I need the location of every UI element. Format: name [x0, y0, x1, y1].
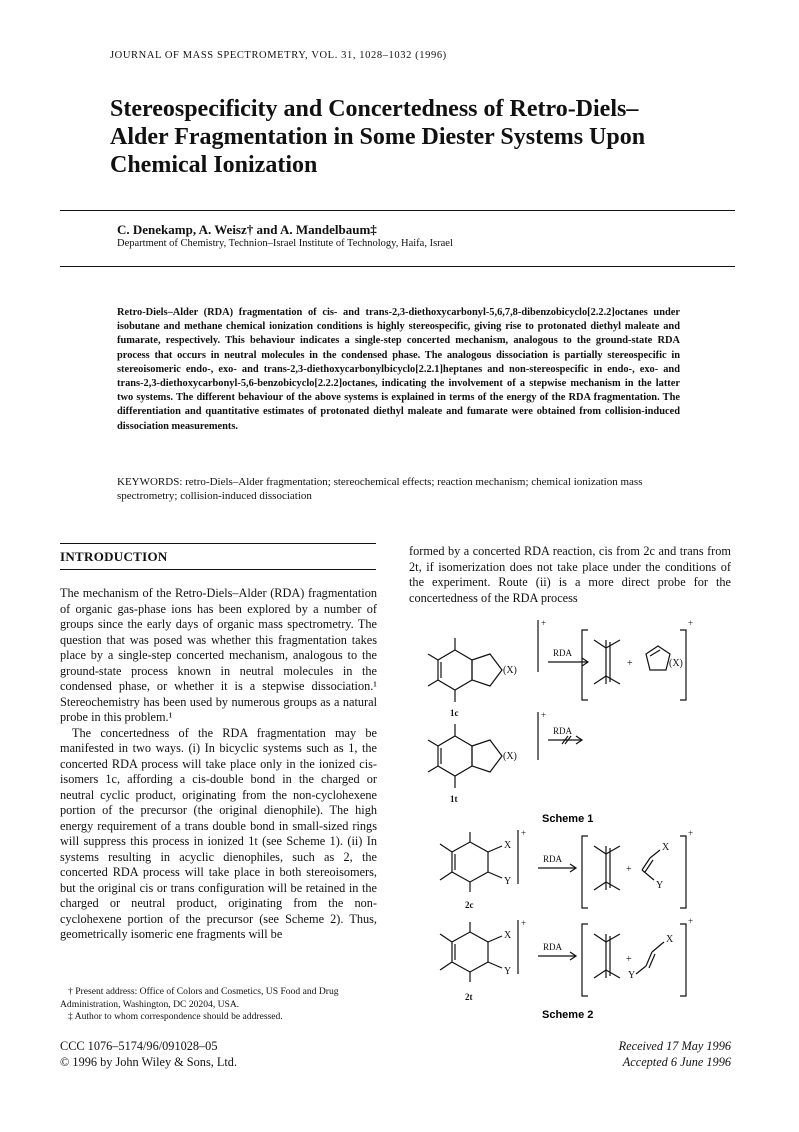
- ccc-code: CCC 1076–5174/96/091028–05: [60, 1039, 218, 1053]
- footnote-correspondence: ‡ Author to whom correspondence should be addressed.: [68, 1011, 283, 1022]
- affiliation: Department of Chemistry, Technion–Israel Institute of Technology, Haifa, Israel: [117, 238, 453, 249]
- charge-sign: +: [521, 828, 527, 838]
- x-substituent: X: [662, 842, 670, 853]
- publication-info: [60, 1038, 237, 1070]
- x-group-label: (X): [503, 665, 517, 676]
- x-group-label: (X): [669, 658, 683, 669]
- rda-label: RDA: [543, 942, 563, 952]
- x-substituent: X: [504, 930, 512, 941]
- charge-sign: +: [541, 618, 547, 628]
- cyclohexene-ring-2t: [452, 932, 488, 972]
- copyright-line: © 1996 by John Wiley & Sons, Ltd.: [60, 1055, 238, 1069]
- charge-sign: +: [688, 828, 694, 838]
- cyclohexene-ring-1t: [438, 736, 472, 776]
- cyclohexene-ring-2c: [452, 842, 488, 882]
- section-heading-introduction: INTRODUCTION: [60, 549, 168, 564]
- scheme-2-figure: [410, 828, 730, 1028]
- rda-label: RDA: [543, 854, 563, 864]
- scheme-1-label: Scheme 1: [542, 813, 594, 825]
- compound-label-1t: 1t: [450, 794, 458, 804]
- compound-label-1c: 1c: [450, 708, 459, 718]
- plus-sign: +: [626, 864, 632, 875]
- rda-label: RDA: [553, 726, 573, 736]
- x-group-label: (X): [503, 751, 517, 762]
- plus-sign: +: [627, 658, 633, 669]
- received-date: Received 17 May 1996: [618, 1039, 731, 1053]
- charge-sign: +: [688, 618, 694, 628]
- compound-label-2c: 2c: [465, 900, 474, 910]
- x-substituent: X: [504, 840, 512, 851]
- y-substituent: Y: [628, 970, 636, 981]
- footnotes: [60, 986, 380, 1024]
- intro-paragraph-1: The mechanism of the Retro-Diels–Alder (RDA) fragmentation of organic gas-phase ions has been explored by a number of groups since the early days of organic mass spectrometry. The question that was posed was whether this fragmentation takes place by a single-step concerted mechanism, analogous to the ground-state process known in neutral molecules in the condensed phase, or whether it is a stepwise dissociation.¹ Stereochemistry has been used by numerous groups as a natural probe in this problem.¹: [60, 586, 377, 724]
- left-column-text: [60, 586, 377, 943]
- rda-label: RDA: [553, 648, 573, 658]
- cyclopentene-product: [646, 646, 670, 670]
- author-list: C. Denekamp, A. Weisz† and A. Mandelbaum‡: [117, 222, 377, 237]
- scheme-2-label: Scheme 2: [542, 1009, 594, 1021]
- section-rule-top: [60, 543, 376, 544]
- cyclopentane-ring-1t: [472, 740, 502, 772]
- title-rule: [60, 210, 735, 211]
- article-title: Stereospecificity and Concertedness of Retro-Diels–Alder Fragmentation in Some Diester Systems Upon Chemical Ionization: [110, 96, 646, 178]
- keywords: KEYWORDS: retro-Diels–Alder fragmentation; stereochemical effects; reaction mechanism; chemical ionization mass spectrometry; collision-induced dissociation: [117, 476, 643, 502]
- plus-sign: +: [626, 954, 632, 965]
- right-column-text: formed by a concerted RDA reaction, cis from 2c and trans from 2t, if isomerization does not take place under the conditions of the experiment. Route (ii) is a more direct probe for the concertedness of the RDA process: [409, 544, 731, 605]
- intro-paragraph-2: The concertedness of the RDA fragmentation may be manifested in two ways. (i) In bicyclic systems such as 1, the concerted RDA process will take place only in the ionized cis-isomers 1c, affording a cis-double bond in the charged or neutral cyclic product, originating from the non-cyclohexene portion of the precursor (the original dienophile). The high energy requirement of a trans double bond in small-sized rings will suppress this process in ionized 1t (see Scheme 1). (ii) In systems resulting in acyclic dienophiles, such as 2, the concerted RDA process will take place in both stereoisomers, but the original cis or trans configuration will be retained in the charged or neutral product, originating from the non-cyclohexene portion of the precursor (see Scheme 2). Thus, geometrically isomeric ene fragments will be: [60, 725, 377, 941]
- section-rule-bottom: [60, 569, 376, 570]
- y-substituent: Y: [504, 966, 512, 977]
- charge-sign: +: [541, 710, 547, 720]
- x-substituent: X: [666, 934, 674, 945]
- charge-sign: +: [521, 918, 527, 928]
- scheme-1-figure: [410, 618, 730, 828]
- y-substituent: Y: [504, 876, 512, 887]
- manuscript-dates: [560, 1038, 731, 1070]
- abstract: Retro-Diels–Alder (RDA) fragmentation of cis- and trans-2,3-diethoxycarbonyl-5,6,7,8-dibenzobicyclo[2.2.2]octanes under isobutane and methane chemical ionization conditions is highly stereospecific, giving rise to protonated diethyl maleate and fumarate, respectively. This behaviour indicates a single-step concerted mechanism, analogous to the ground-state RDA process that occurs in neutral molecules in the condensed phase. The analogous dissociation is partially stereospecific in stereoisomeric endo-, exo- and trans-2,3-diethoxycarbonylbicyclo[2.2.1]heptanes and non-stereospecific in endo-, exo- and trans-2,3-diethoxycarbonyl-5,6-benzobicyclo[2.2.2]octanes, indicating the involvement of a stepwise mechanism in the latter two systems. The different behaviour of the above systems is explained in terms of the energy of the RDA fragmentation. The differentiation and quantitative estimates of protonated diethyl maleate and fumarate were obtained from collision-induced dissociation measurements.: [117, 307, 680, 432]
- y-substituent: Y: [656, 880, 664, 891]
- accepted-date: Accepted 6 June 1996: [622, 1055, 731, 1069]
- cyclopentane-ring-1c: [472, 654, 502, 686]
- author-rule: [60, 266, 735, 267]
- cyclohexene-ring-1c: [438, 650, 472, 690]
- footnote-present-address: † Present address: Office of Colors and Cosmetics, US Food and Drug Administration, Washington, DC 20204, USA.: [60, 986, 339, 1010]
- charge-sign: +: [688, 916, 694, 926]
- compound-label-2t: 2t: [465, 992, 473, 1002]
- running-head: JOURNAL OF MASS SPECTROMETRY, VOL. 31, 1028–1032 (1996): [110, 50, 447, 61]
